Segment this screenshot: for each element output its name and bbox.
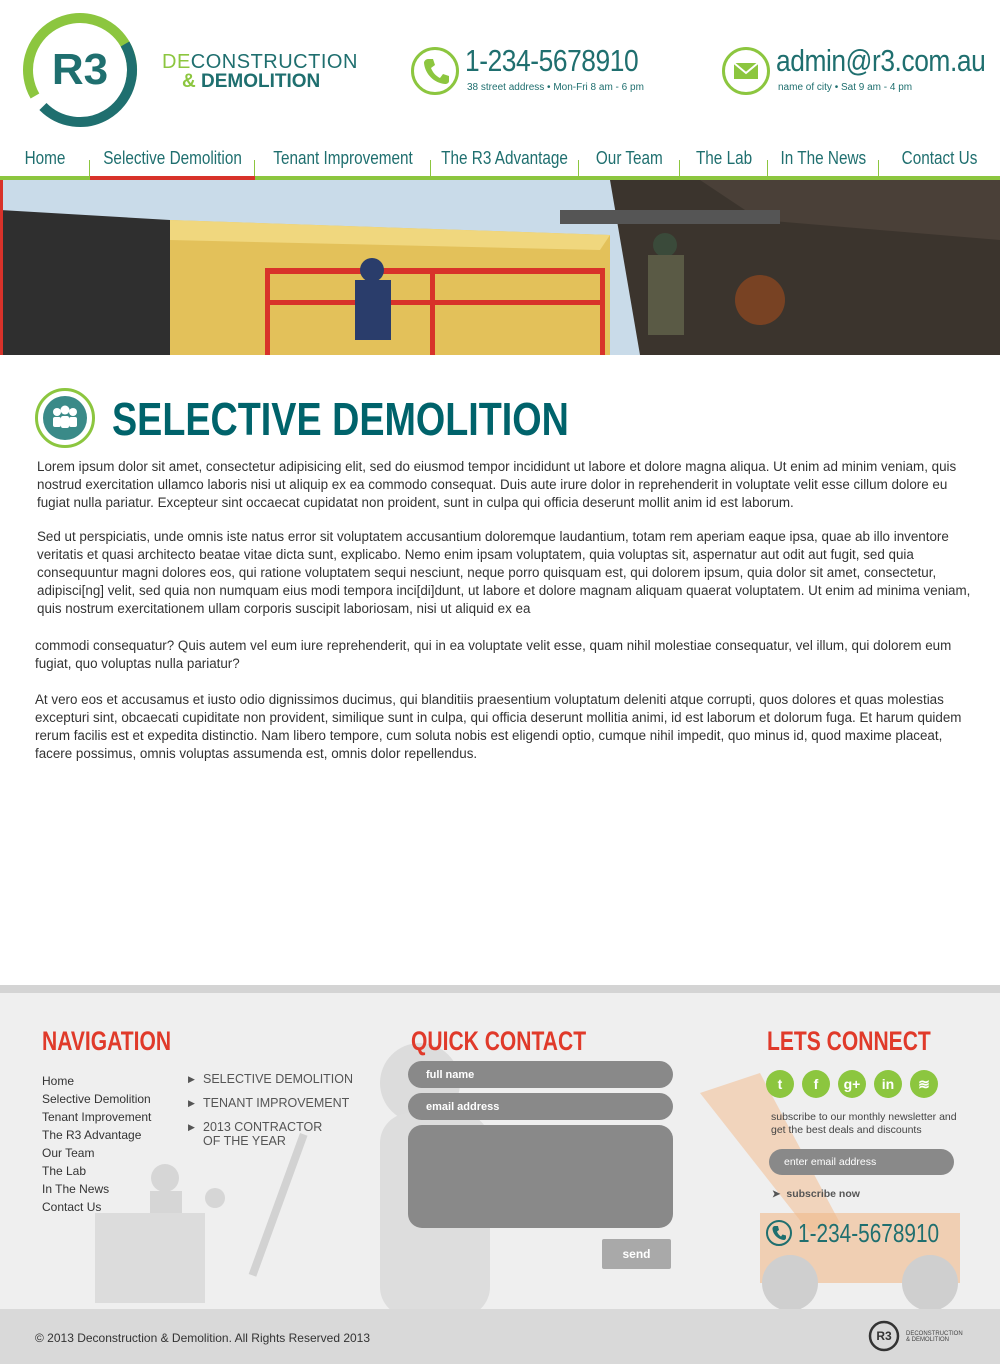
site-header bbox=[0, 0, 1000, 140]
hero-banner bbox=[0, 180, 1000, 355]
small-brand-line2: & DEMOLITION bbox=[906, 1337, 950, 1343]
newsletter-text: subscribe to our monthly newsletter and get the best deals and discounts bbox=[771, 1111, 957, 1136]
footer-feature-links bbox=[188, 1072, 353, 1158]
nav-item-our-team[interactable] bbox=[579, 140, 680, 176]
logo-text: R3 bbox=[51, 45, 109, 94]
nav-label: Contact Us bbox=[901, 147, 978, 168]
content-paragraph-3: commodi consequatur? Quis autem vel eum iure reprehenderit, qui in ea voluptate velit esse, quam nihil molestiae consequatur, vel illum, qui dolorem eum fugiat, quo voluptas nulla pariatur? bbox=[35, 638, 952, 671]
feature-link-selective-demolition[interactable]: ▶ SELECTIVE DEMOLITION bbox=[188, 1072, 353, 1086]
feature-link-tenant-improvement[interactable]: ▶ TENANT IMPROVEMENT bbox=[188, 1096, 353, 1110]
footer-r3-logo[interactable] bbox=[867, 1319, 901, 1353]
weekday-hours: Mon-Fri 8 am - 6 pm bbox=[553, 82, 644, 93]
full-name-input[interactable] bbox=[408, 1061, 673, 1088]
rss-icon[interactable]: ≋ bbox=[910, 1070, 938, 1098]
nav-item-tenant-improvement[interactable] bbox=[255, 140, 431, 176]
header-email-address[interactable]: admin@r3.com.au bbox=[776, 43, 986, 78]
nav-item-contact-us[interactable] bbox=[879, 140, 1000, 176]
header-phone-sub: 38 street address • Mon-Fri 8 am - 6 pm bbox=[467, 82, 644, 93]
brand-line1-prefix: DE bbox=[162, 51, 191, 73]
footer-nav-heading: NAVIGATION bbox=[42, 1026, 172, 1056]
facebook-icon[interactable]: f bbox=[802, 1070, 830, 1098]
nav-label: Selective Demolition bbox=[103, 147, 242, 168]
nav-label: Tenant Improvement bbox=[273, 147, 413, 168]
footer-small-brand bbox=[906, 1331, 963, 1343]
brand-line2-rest: DEMOLITION bbox=[201, 71, 321, 92]
arrow-right-icon: ➤ bbox=[772, 1189, 781, 1200]
nav-item-the-lab[interactable] bbox=[680, 140, 768, 176]
weekend-hours: Sat 9 am - 4 pm bbox=[840, 82, 913, 93]
linkedin-icon[interactable]: in bbox=[874, 1070, 902, 1098]
content-paragraph-1: Lorem ipsum dolor sit amet, consectetur adipisicing elit, sed do eiusmod tempor incididunt ut labore et dolore magna aliqua. Ut enim ad minim veniam, quis nostrud exercitation ullamco laboris nisi ut aliquip ex ea commodo consequat. Duis aute irure dolor in reprehenderit in voluptate velit esse cillum dolore eu fugiat nulla pariatur. Excepteur sint occaecat cupidatat non proident, sunt in culpa qui officia deserunt mollit anim id est laborum. bbox=[37, 459, 957, 510]
copyright-text: © 2013 Deconstruction & Demolition. All Rights Reserved 2013 bbox=[35, 1331, 371, 1345]
header-phone-number[interactable]: 1-234-5678910 bbox=[465, 43, 639, 78]
header-email-sub: name of city • Sat 9 am - 4 pm bbox=[778, 82, 913, 93]
brand-wordmark bbox=[162, 52, 362, 91]
footer-link-tenant-improvement[interactable]: Tenant Improvement bbox=[42, 1110, 152, 1124]
footer-phone-number[interactable]: 1-234-5678910 bbox=[798, 1218, 940, 1248]
nav-label: Home bbox=[24, 147, 66, 168]
main-nav bbox=[0, 140, 1000, 180]
small-brand-line1: DECONSTRUCTION bbox=[906, 1331, 963, 1337]
email-input[interactable] bbox=[408, 1093, 673, 1120]
footer-link-r3-advantage[interactable]: The R3 Advantage bbox=[42, 1128, 142, 1142]
content-paragraph-4: At vero eos et accusamus et iusto odio dignissimos ducimus, qui blanditiis praesentium voluptatum deleniti atque corrupti, quos dolores et quas molestias excepturi sint, obcaecati cupiditate non provident, similique sunt in culpa, qui officia deserunt mollitia animi, id est laborum et dolorum fuga. Et harum quidem rerum facilis est et expedita distinctio. Nam libero tempore, cum soluta nobis est eligendi optio, cumque nihil impedit, quo minus id, quod maxime placeat, facere possimus, omnis voluptas assumenda est, omnis dolor repellendus. bbox=[35, 692, 962, 761]
header-phone[interactable] bbox=[411, 45, 691, 99]
team-icon bbox=[35, 388, 95, 448]
social-icons bbox=[766, 1070, 938, 1098]
nav-item-in-the-news[interactable] bbox=[768, 140, 879, 176]
brand-line2 bbox=[162, 72, 362, 91]
twitter-icon[interactable]: t bbox=[766, 1070, 794, 1098]
quick-contact-heading: QUICK CONTACT bbox=[411, 1026, 587, 1056]
footer-logo-text: R3 bbox=[876, 1329, 892, 1343]
footer-nav-links bbox=[42, 1072, 151, 1216]
brand-line1 bbox=[162, 52, 362, 72]
footer-link-home[interactable]: Home bbox=[42, 1074, 75, 1088]
nav-label: The R3 Advantage bbox=[441, 147, 569, 168]
city-text: name of city bbox=[778, 82, 832, 93]
newsletter-email-input[interactable] bbox=[769, 1149, 954, 1175]
subscribe-link[interactable] bbox=[772, 1188, 860, 1200]
feature-link-contractor-of-year[interactable]: ▶ 2013 CONTRACTOR OF THE YEAR bbox=[188, 1120, 353, 1148]
r3-logo[interactable] bbox=[20, 10, 140, 130]
mail-icon bbox=[722, 47, 770, 95]
footer-link-in-the-news[interactable]: In The News bbox=[42, 1182, 110, 1196]
brand-line1-rest: CONSTRUCTION bbox=[190, 51, 358, 73]
message-textarea[interactable] bbox=[408, 1125, 673, 1228]
phone-icon bbox=[766, 1220, 792, 1246]
site-footer bbox=[0, 985, 1000, 1309]
google-plus-icon[interactable]: g+ bbox=[838, 1070, 866, 1098]
footer-link-selective-demolition[interactable]: Selective Demolition bbox=[42, 1092, 151, 1106]
subscribe-label: subscribe now bbox=[786, 1188, 860, 1200]
bottom-bar bbox=[0, 1309, 1000, 1364]
hero-photo bbox=[0, 180, 1000, 355]
send-button[interactable]: send bbox=[602, 1239, 671, 1269]
page-title: SELECTIVE DEMOLITION bbox=[112, 393, 569, 445]
footer-link-contact-us[interactable]: Contact Us bbox=[42, 1200, 102, 1214]
nav-item-home[interactable] bbox=[0, 140, 90, 176]
footer-link-our-team[interactable]: Our Team bbox=[42, 1146, 95, 1160]
footer-link-the-lab[interactable]: The Lab bbox=[42, 1164, 87, 1178]
nav-label: In The News bbox=[780, 147, 867, 168]
lets-connect-heading: LETS CONNECT bbox=[767, 1026, 931, 1056]
nav-label: Our Team bbox=[596, 147, 663, 168]
nav-item-selective-demolition[interactable] bbox=[90, 140, 255, 180]
brand-line2-prefix: & bbox=[182, 71, 201, 92]
nav-item-r3-advantage[interactable] bbox=[431, 140, 579, 176]
header-email[interactable] bbox=[722, 45, 992, 99]
content-paragraph-2: Sed ut perspiciatis, unde omnis iste natus error sit voluptatem accusantium doloremque laudantium, totam rem aperiam eaque ipsa, quae ab illo inventore veritatis et quasi architecto beatae vitae dicta sunt, explicabo. Nemo enim ipsam voluptatem, quia voluptas sit, aspernatur aut odit aut fugit, sed quia consequuntur magni dolores eos, qui ratione voluptatem sequi nesciunt, neque porro quisquam est, qui dolorem ipsum, quia dolor sit amet, consectetur, adipisci[ng] velit, sed quia non numquam eius modi tempora inci[di]dunt, ut labore et dolore magnam aliquam quaerat voluptatem. Ut enim ad minima veniam, quis nostrum exercitationem ullam corporis suscipit laboriosam, nisi ut aliquid ex ea bbox=[37, 529, 971, 616]
phone-icon bbox=[411, 47, 459, 95]
address-text: 38 street address bbox=[467, 82, 545, 93]
nav-label: The Lab bbox=[695, 147, 753, 168]
